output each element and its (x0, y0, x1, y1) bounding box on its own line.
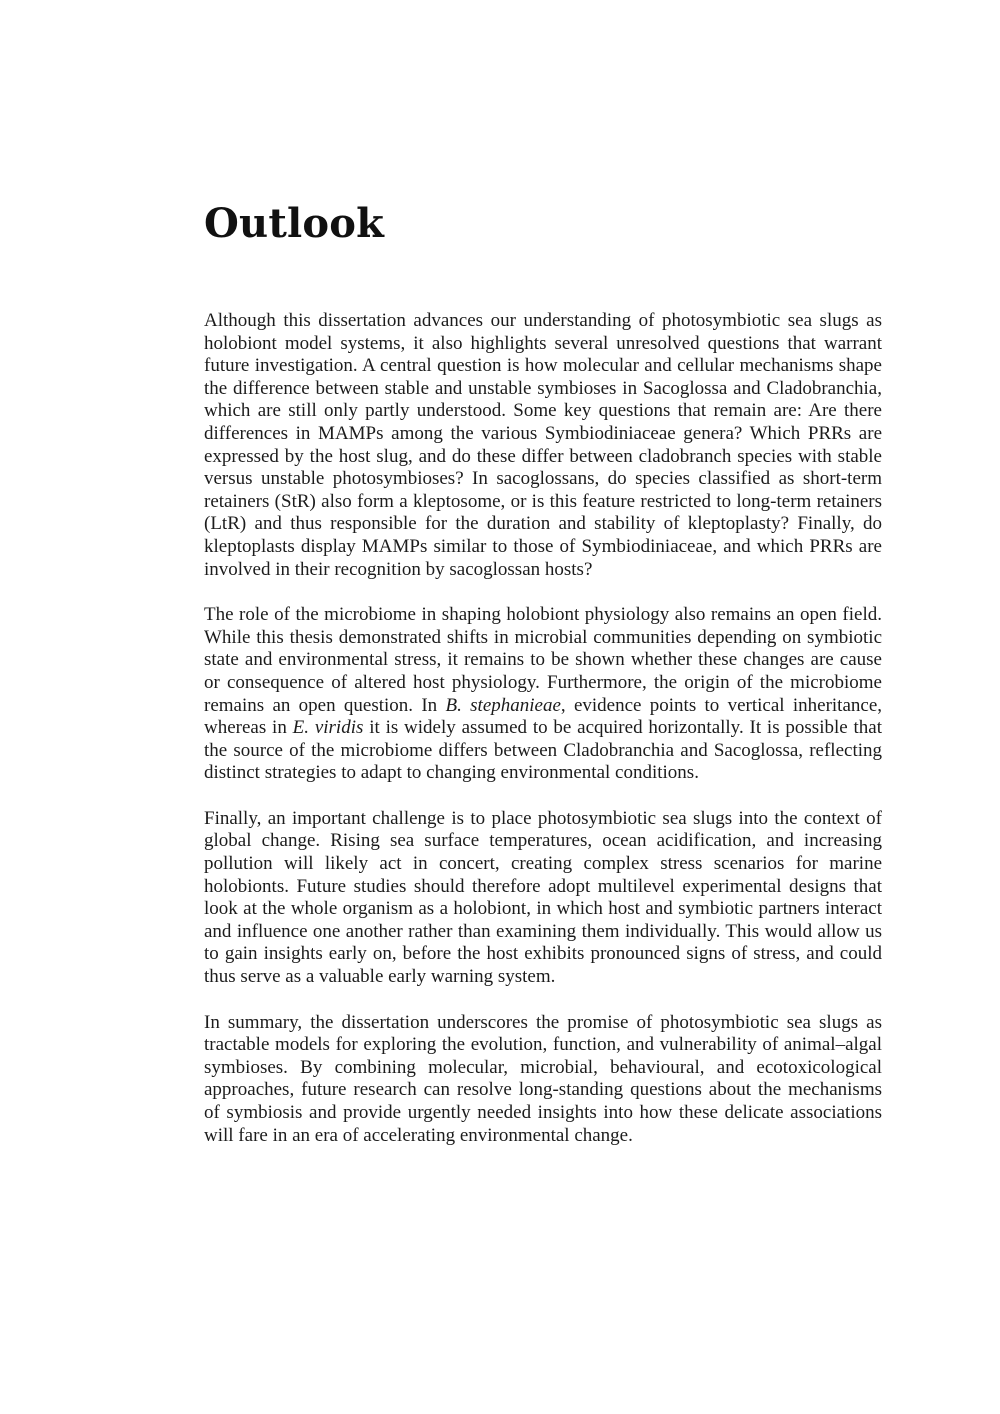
species-name-e-viridis: E. viridis (292, 717, 364, 739)
paragraph-microbiome-text-2: , evidence points to vertical inheritance, whereas in (204, 694, 883, 739)
species-name-b-stephanieae: B. stephanieae (445, 694, 561, 716)
paragraph-microbiome-text-3: it is widely assumed to be acquired horizontally. It is possible that the source of the microbiome differs between Cladobranchia and Sacoglossa, reflecting distinct strategies to adapt to changing environmental conditions. (204, 717, 882, 784)
paragraph-summary: In summary, the dissertation underscores the promise of photosymbiotic sea slugs as tractable models for exploring the evolution, function, and vulnerability of animal–algal symbioses. By combining molecular, microbial, behavioural, and ecotoxicological approaches, future research can resolve long-standing questions about the mechanisms of symbiosis and provide urgently needed insights into how these delicate associations will fare in an era of accelerating environmental change. (204, 1011, 882, 1146)
chapter-title: Outlook (204, 200, 385, 247)
paragraph-microbiome-text-1: The role of the microbiome in shaping holobiont physiology also remains an open field. While this thesis demonstrated shifts in microbial communities depending on symbiotic state and environmental stress, it remains to be shown whether these changes are cause or consequence of altered host physiology. Furthermore, the origin of the microbiome remains an open question. In (204, 604, 882, 716)
paragraph-global-change: Finally, an important challenge is to place photosymbiotic sea slugs into the context of global change. Rising sea surface temperatures, ocean acidification, and increasing pollution will likely act in concert, creating complex stress scenarios for marine holobionts. Future studies should therefore adopt multilevel experimental designs that look at the whole organism as a holobiont, in which host and symbiotic partners interact and influence one another rather than examining them individually. This would allow us to gain insights early on, before the host exhibits pronounced signs of stress, and could thus serve as a valuable early warning system. (204, 807, 882, 988)
paragraph-open-questions: Although this dissertation advances our understanding of photosymbiotic sea slugs as holobiont model systems, it also highlights several unresolved questions that warrant future investigation. A central question is how molecular and cellular mechanisms shape the difference between stable and unstable symbioses in Sacoglossa and Cladobranchia, which are still only partly understood. Some key questions that remain are: Are there differences in MAMPs among the various Symbiodiniaceae genera? Which PRRs are expressed by the host slug, and do these differ between cladobranch species with stable versus unstable photosymbioses? In sacoglossans, do species classified as short-term retainers (StR) also form a kleptosome, or is this feature restricted to long-term retainers (LtR) and thus responsible for the duration and stability of kleptoplasty? Finally, do kleptoplasts display MAMPs similar to those of Symbiodiniaceae, and which PRRs are involved in their recognition by sacoglossan hosts? (204, 310, 882, 580)
paragraph-microbiome (204, 604, 882, 785)
body-text (204, 310, 882, 1170)
